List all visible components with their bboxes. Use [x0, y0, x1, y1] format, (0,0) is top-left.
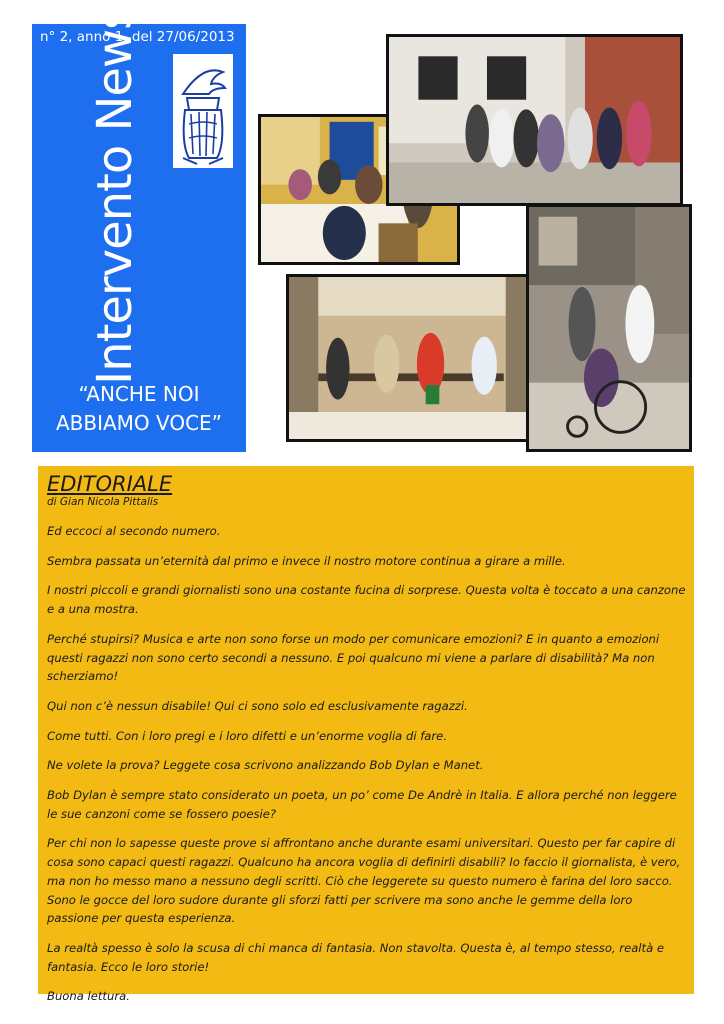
bench-photo [286, 274, 538, 442]
editorial-paragraph: Perché stupirsi? Musica e arte non sono forse un modo per comunicare emozioni? E in quanto a emozioni questi ragazzi non sono certo secondi a nessuno. E poi qualcuno mi viene a parlare di disabilità? Ma non scherziamo! [47, 631, 660, 684]
newsletter-title: Intervento News [87, 5, 143, 385]
group-street-photo-image [389, 37, 680, 203]
logo [173, 54, 233, 168]
motto-line-2: ABBIAMO VOCE” [55, 411, 223, 435]
editorial-paragraph: Per chi non lo sapesse queste prove si affrontano anche durante esami universitari. Questo per far capire di cosa sono capaci questi ragazzi. Qualcuno ha ancora voglia di definirli disabili? Io faccio il giornalista, è vero, ma non ho messo mano a nessuno degli scritti. Ciò che leggerete su questo numero è farina del loro sacco. Sono le gocce del loro sudore durante gli sforzi fatti per scrivere ma sono anche le gemme della loro passione per questa esperienza. [47, 836, 681, 926]
masthead [32, 5, 246, 452]
motto-line-1: “ANCHE NOI [78, 382, 200, 406]
issue-info: n° 2, anno 1, del 27/06/2013 [40, 29, 235, 45]
editorial-paragraph: Come tutti. Con i loro pregi e i loro difetti e un’enorme voglia di fare. [47, 728, 448, 743]
wheelchair-photo [526, 204, 692, 452]
editorial-author: di Gian Nicola Pittalis [47, 496, 159, 508]
editorial-box [38, 466, 694, 1004]
motto [32, 380, 246, 438]
editorial-paragraph: Bob Dylan è sempre stato considerato un poeta, un po’ come De Andrè in Italia. E allora perché non leggere le sue canzoni come se fossero poesie? [47, 788, 677, 821]
wheelchair-photo-image [529, 207, 689, 449]
editorial-paragraph: Buona lettura. [47, 989, 130, 1004]
editorial-paragraph: Ed eccoci al secondo numero. [47, 524, 221, 538]
editorial-heading: EDITORIALE [47, 472, 173, 496]
bench-photo-image [289, 277, 535, 439]
logo-icon [173, 54, 233, 168]
editorial-paragraph: I nostri piccoli e grandi giornalisti sono una costante fucina di sorprese. Questa volta è toccato a una canzone e a una mostra. [47, 583, 686, 617]
editorial-paragraph: Qui non c’è nessun disabile! Qui ci sono solo ed esclusivamente ragazzi. [47, 698, 468, 713]
editorial-paragraph: La realtà spesso è solo la scusa di chi manca di fantasia. Non stavolta. Questa è, al tempo stesso, realtà e fantasia. Ecco le loro storie! [47, 940, 664, 974]
editorial-paragraph: Ne volete la prova? Leggete cosa scrivono analizzando Bob Dylan e Manet. [47, 758, 484, 773]
group-street-photo [386, 34, 683, 206]
editorial-paragraph: Sembra passata un’eternità dal primo e invece il nostro motore continua a girare a mille. [47, 553, 566, 568]
